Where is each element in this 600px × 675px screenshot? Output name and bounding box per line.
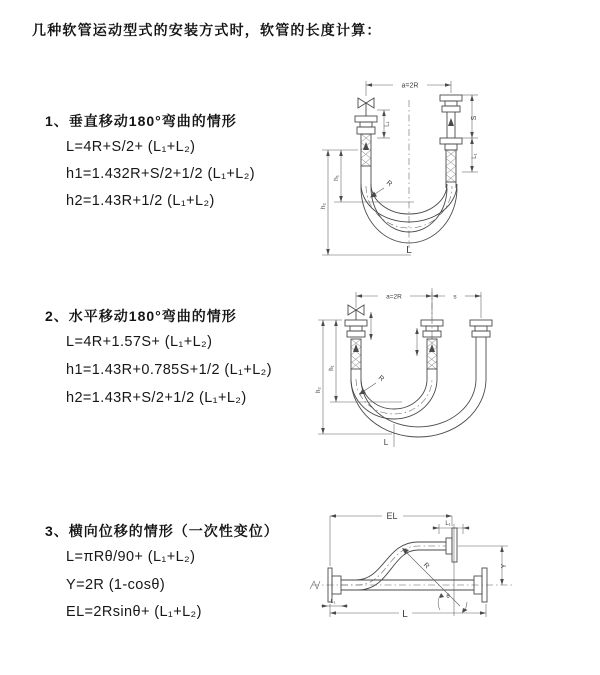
section3-formula-y: Y=2R (1-cosθ) [66, 577, 166, 593]
dimension-h1 [322, 150, 414, 202]
diagram-lateral-displacement [306, 498, 546, 658]
svg-text:S: S [471, 115, 478, 121]
svg-text:h₁: h₁ [329, 365, 335, 371]
flow-arrow [353, 344, 359, 352]
svg-text:Y: Y [501, 563, 508, 569]
svg-text:R: R [376, 374, 386, 384]
dimension-s [462, 95, 478, 172]
svg-text:h₂: h₂ [316, 387, 322, 393]
dimension-a2r-s [356, 292, 481, 318]
svg-text:s: s [453, 293, 457, 301]
section2-formula-h1: h1=1.43R+0.785S+1/2 (L₁+L₂) [66, 362, 272, 378]
section1-formula-h1: h1=1.432R+S/2+1/2 (L₁+L₂) [66, 166, 256, 182]
svg-text:a=2R: a=2R [401, 82, 419, 90]
svg-text:EL: EL [386, 511, 398, 521]
diagram-horizontal-180-bend [314, 284, 542, 452]
dimension-l: L [383, 438, 389, 447]
diagram-vertical-180-bend [314, 76, 529, 258]
svg-text:L₁: L₁ [384, 121, 391, 127]
svg-text:L: L [402, 609, 408, 620]
upper-right-flange [446, 528, 457, 562]
dimension-a2r [366, 81, 451, 96]
valve-icon [358, 98, 374, 116]
angle-theta [438, 593, 467, 613]
svg-text:L₁: L₁ [445, 521, 451, 527]
section3-heading: 3、横向位移的情形（一次性变位） [45, 523, 279, 539]
flow-arrow [363, 142, 369, 150]
svg-text:θ: θ [446, 594, 450, 600]
dimension-l: L [406, 245, 412, 256]
hose-s-curve [341, 542, 446, 590]
pipe-fittings [345, 320, 492, 369]
svg-text:a=2R: a=2R [386, 293, 402, 301]
svg-text:R: R [421, 561, 431, 571]
hose-braid-right [446, 150, 456, 183]
page-title: 几种软管运动型式的安装方式时，软管的长度计算： [32, 22, 382, 38]
svg-text:h₂: h₂ [320, 202, 327, 210]
dimension-l1-marks [369, 312, 419, 356]
section1-formula-h2: h2=1.43R+1/2 (L₁+L₂) [66, 193, 215, 209]
hose-u-bends [351, 356, 486, 437]
flow-arrow [448, 118, 454, 126]
section2-formula-h2: h2=1.43R+S/2+1/2 (L₁+L₂) [66, 390, 247, 406]
section3-formula-el: EL=2Rsinθ+ (L₁+L₂) [66, 604, 202, 620]
section1-formula-l: L=4R+S/2+ (L₁+L₂) [66, 139, 196, 155]
dimension-r [359, 375, 385, 395]
svg-text:R: R [384, 179, 394, 189]
section1-heading: 1、垂直移动180°弯曲的情形 [45, 113, 237, 129]
section2-formula-l: L=4R+1.57S+ (L₁+L₂) [66, 334, 213, 350]
hose-braid-middle [427, 339, 437, 370]
flow-arrow [429, 344, 435, 352]
section2-heading: 2、水平移动180°弯曲的情形 [45, 308, 237, 324]
hose-braid-left [361, 134, 371, 167]
svg-text:L₁: L₁ [330, 599, 336, 605]
svg-text:h₁: h₁ [333, 175, 340, 181]
dimension-l1-left [377, 110, 391, 138]
dimension-y [458, 546, 508, 585]
dimension-l1-bottom [321, 599, 348, 608]
dimension-r [402, 548, 460, 606]
dimension-l1-top [432, 521, 470, 534]
dimension-l1-right: L₁ [472, 153, 478, 159]
section3-formula-l: L=πRθ/90+ (L₁+L₂) [66, 549, 196, 565]
dimension-h1 [318, 320, 402, 402]
dimension-r [370, 180, 393, 198]
dimension-el [330, 511, 452, 566]
right-pipe-fittings [440, 95, 462, 182]
hose-braid-left [351, 339, 361, 370]
left-pipe-fitting [355, 116, 377, 166]
